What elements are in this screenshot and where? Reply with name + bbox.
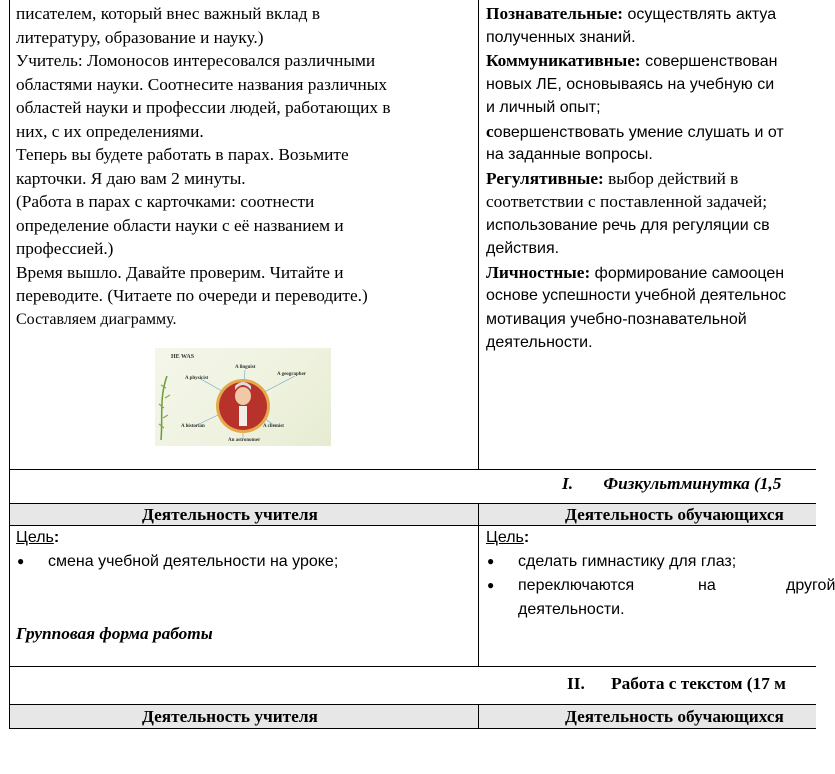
- text-line: литературу, образование и науку.): [16, 28, 264, 47]
- uud-text: формирование самооцен: [590, 265, 785, 282]
- group-form-label: Групповая форма работы: [16, 624, 213, 643]
- uud-line: [486, 120, 784, 145]
- goal-colon: :: [523, 529, 530, 546]
- uud-text: использование речь для регуляции св: [486, 217, 770, 234]
- goal-line: [486, 526, 529, 550]
- uud-text: осуществлять актуа: [623, 6, 777, 23]
- bullet-icon: ●: [487, 578, 495, 592]
- text-line: писателем, который внес важный вклад в: [16, 4, 320, 23]
- improve-initial: с: [486, 122, 494, 141]
- uud-text: основе успешности учебной деятельнос: [486, 287, 787, 304]
- goal-label: Цель: [16, 529, 54, 546]
- goal-item: на: [698, 577, 716, 594]
- header-text: Деятельность учителя: [142, 707, 318, 726]
- uud-text: действия.: [486, 240, 560, 257]
- goal-line: [16, 526, 59, 550]
- text-line: Составляем диаграмму.: [16, 311, 177, 328]
- goal-item: смена учебной деятельности на уроке;: [48, 553, 339, 570]
- goal-item: другой: [786, 577, 835, 594]
- header-text: Деятельность обучающихся: [565, 505, 784, 524]
- row-line-1: [9, 469, 816, 470]
- goal-item: сделать гимнастику для глаз;: [518, 553, 737, 570]
- student-goal-cell: [486, 526, 835, 666]
- student-activity-header: [479, 504, 816, 525]
- section-title: Работа с текстом (17 м: [611, 674, 786, 693]
- cognitive-label: Познавательные:: [486, 4, 624, 23]
- text-line: Теперь вы будете работать в парах. Возьмите: [16, 145, 349, 164]
- goal-item: переключаются: [518, 577, 635, 594]
- header-text: Деятельность обучающихся: [565, 707, 784, 726]
- lomonosov-diagram-image: [155, 348, 331, 446]
- section-title: Физкультминутка (1,5: [603, 474, 782, 493]
- uud-text: выбор действий в: [603, 169, 739, 188]
- column-divider-top: [478, 0, 479, 469]
- uud-text: на заданные вопросы.: [486, 146, 653, 163]
- section-heading-2: [567, 674, 786, 694]
- uud-text: и личный опыт;: [486, 99, 601, 116]
- uud-text: овершенствовать умение слушать и от: [493, 124, 784, 141]
- header-text: Деятельность учителя: [142, 505, 318, 524]
- diagram-label: A linguist: [235, 365, 256, 370]
- diagram-label: A historian: [181, 424, 205, 429]
- student-uud-cell: [486, 0, 816, 360]
- goal-item: деятельности.: [518, 601, 625, 618]
- diagram-decoration: [155, 348, 331, 446]
- row-line-6: [9, 728, 816, 729]
- uud-text: полученных знаний.: [486, 29, 636, 46]
- text-line: областями науки. Соотнесите названия различных: [16, 75, 387, 94]
- text-line: определение области науки с её названием и: [16, 216, 344, 235]
- diagram-label: An astronomer: [228, 438, 261, 443]
- bullet-icon: ●: [487, 554, 495, 568]
- section-number: II.: [567, 674, 585, 693]
- goal-colon: :: [53, 529, 60, 546]
- communicative-label: Коммуникативные:: [486, 51, 641, 70]
- student-activity-header-2: [479, 705, 816, 728]
- regulatory-label: Регулятивные:: [486, 169, 604, 188]
- text-line: Учитель: Ломоносов интересовался различными: [16, 51, 376, 70]
- text-line: профессией.): [16, 239, 114, 258]
- uud-text: совершенствован: [640, 53, 778, 70]
- teacher-activity-header: [10, 504, 478, 525]
- row-line-4: [9, 666, 816, 667]
- section-heading-1: [562, 474, 781, 494]
- uud-line: [486, 49, 777, 74]
- uud-line: [486, 167, 738, 191]
- left-border: [9, 0, 10, 729]
- text-line: областей науки и профессии людей, работающих в: [16, 98, 391, 117]
- uud-line: [486, 261, 784, 286]
- diagram-title: HE WAS: [171, 354, 195, 360]
- diagram-label: A geographer: [277, 372, 307, 377]
- personal-label: Личностные:: [486, 263, 591, 282]
- column-divider-mid: [478, 503, 479, 666]
- uud-line: [486, 2, 776, 27]
- section-number: I.: [562, 474, 574, 493]
- uud-text: деятельности.: [486, 334, 593, 351]
- bullet-icon: ●: [17, 554, 25, 568]
- text-line: (Работа в парах с карточками: соотнести: [16, 192, 315, 211]
- goal-label: Цель: [486, 529, 524, 546]
- text-line: них, с их определениями.: [16, 122, 204, 141]
- uud-text: новых ЛЕ, основываясь на учебную си: [486, 76, 775, 93]
- text-line: карточки. Я даю вам 2 минуты.: [16, 169, 246, 188]
- text-line: переводите. (Читаете по очереди и переводите.): [16, 286, 368, 305]
- teacher-activity-cell: [16, 0, 476, 340]
- text-line: Время вышло. Давайте проверим. Читайте и: [16, 263, 344, 282]
- teacher-goal-cell: [16, 526, 476, 666]
- uud-text: соответствии с поставленной задачей;: [486, 192, 767, 211]
- diagram-label: A physicist: [185, 376, 209, 381]
- diagram-label: A chemist: [263, 424, 284, 429]
- teacher-activity-header-2: [10, 705, 478, 728]
- uud-text: мотивация учебно-познавательной: [486, 311, 747, 328]
